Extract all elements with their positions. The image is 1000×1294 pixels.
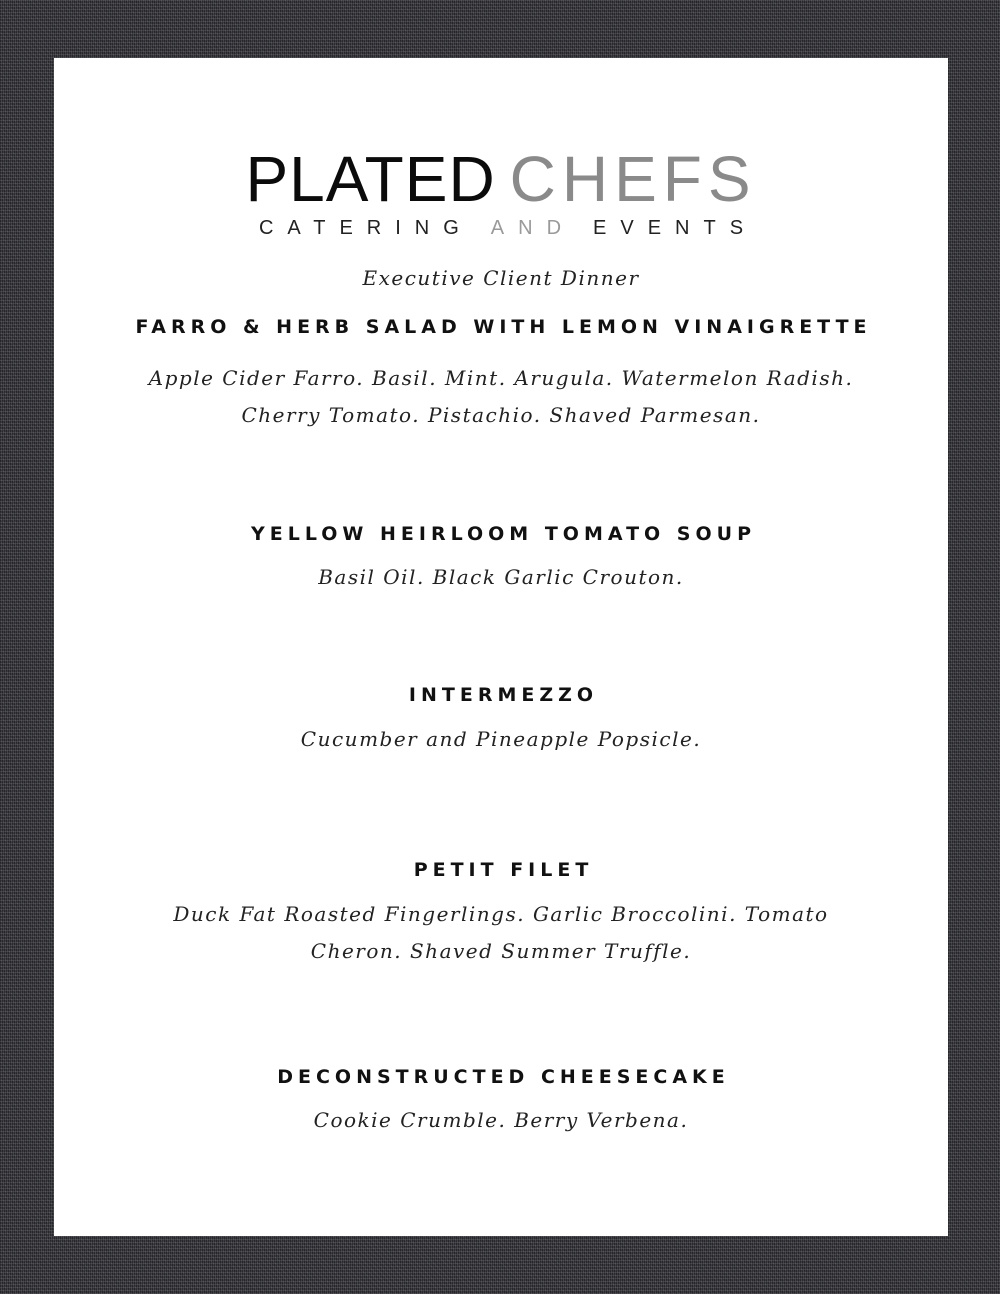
logo-word-chefs: CHEFS <box>509 143 757 215</box>
logo-tagline-events: EVENTS <box>593 217 758 239</box>
course-title: FARRO & HERB SALAD WITH LEMON VINAIGRETTE <box>135 316 872 338</box>
logo-tagline-and: AND <box>490 217 576 239</box>
logo-tagline <box>54 216 948 240</box>
course-description-line: Basil Oil. Black Garlic Crouton. <box>318 565 684 589</box>
course-description-line: Cherry Tomato. Pistachio. Shaved Parmesan. <box>241 403 761 427</box>
course-title: DECONSTRUCTED CHEESECAKE <box>277 1066 730 1088</box>
course-description-line: Cucumber and Pineapple Popsicle. <box>300 727 702 751</box>
logo-tagline-catering: CATERING <box>258 217 473 239</box>
logo-word-plated: PLATED <box>245 143 496 215</box>
course-title: INTERMEZZO <box>408 684 599 706</box>
course-description-line: Cookie Crumble. Berry Verbena. <box>313 1108 689 1132</box>
course-title: YELLOW HEIRLOOM TOMATO SOUP <box>251 523 756 545</box>
menu-card <box>54 58 948 1236</box>
course-description-line: Duck Fat Roasted Fingerlings. Garlic Broccolini. Tomato <box>173 902 829 926</box>
menu-subtitle: Executive Client Dinner <box>362 266 640 290</box>
course-description-line: Cheron. Shaved Summer Truffle. <box>310 939 692 963</box>
course-title: PETIT FILET <box>413 859 594 881</box>
course-description-line: Apple Cider Farro. Basil. Mint. Arugula. Watermelon Radish. <box>148 366 854 390</box>
logo-wordmark <box>54 144 948 214</box>
